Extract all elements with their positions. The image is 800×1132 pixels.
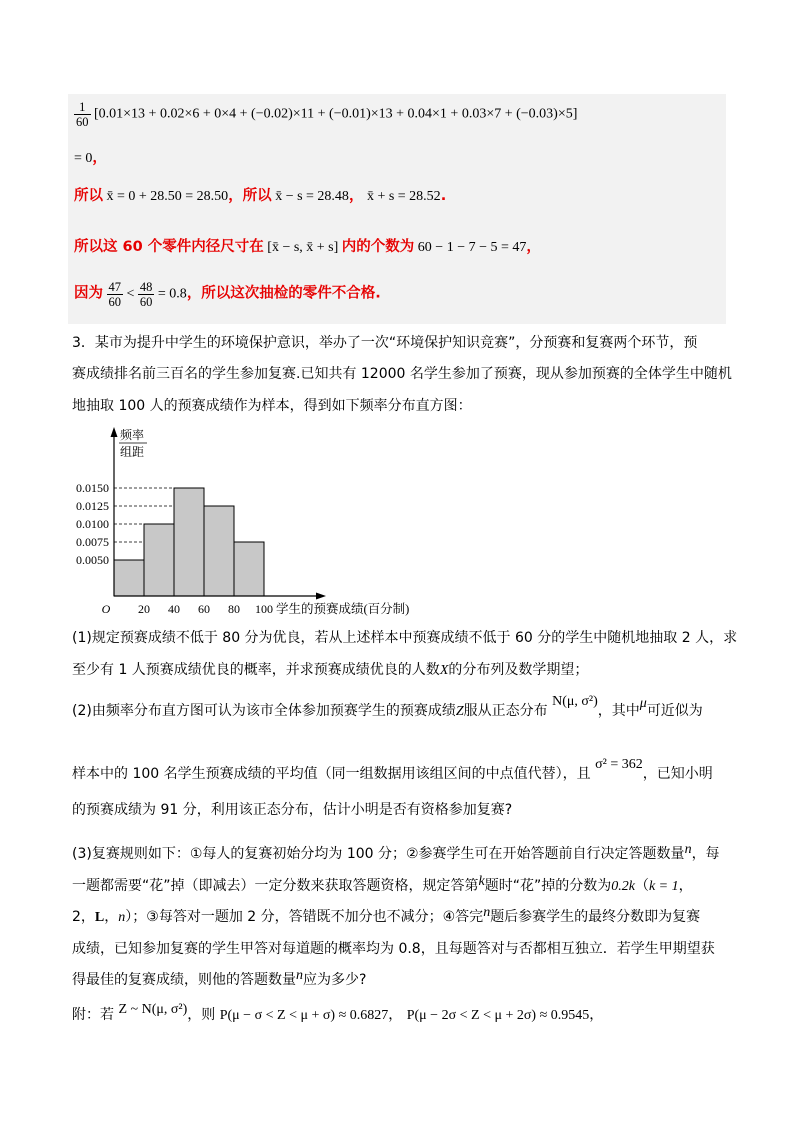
question-2-line-1: (2)由频率分布直方图可认为该市全体参加预赛学生的预赛成绩Z服从正态分布 N(μ, σ²)，其中μ可近似为	[72, 694, 703, 719]
y-axis-label-numerator: 频率	[120, 428, 145, 442]
solution-line-mean: 所以 x̄ = 0 + 28.50 = 28.50，所以 x̄ − s = 28.48， x̄ + s = 28.52.	[74, 188, 447, 204]
fraction-47-60: $\frac{47}{60}$	[108, 280, 121, 309]
y-tick-label-4: 0.0150	[76, 481, 109, 495]
question-3-line-3: 2，L，n）；③每答对一题加 2 分，答错既不加分也不减分；④答完n题后参赛学生的最终分数即为复赛	[72, 905, 701, 925]
appendix-line: 附：若 Z ~ N(μ, σ²)，则 P(μ − σ < Z < μ + σ) ≈ 0.6827， P(μ − 2σ < Z < μ + 2σ) ≈ 0.9545，	[72, 1002, 604, 1023]
question-2-line-3: 的预赛成绩为 91 分，利用该正态分布，估计小明是否有资格参加复赛?	[72, 802, 513, 818]
question-3-line-1: (3)复赛规则如下：①每人的复赛初始分均为 100 分；②参赛学生可在开始答题前自行决定答题数量n，每	[72, 842, 720, 862]
chart-layer	[76, 427, 409, 616]
fraction-one-sixtieth: $\frac{1}{60}$	[76, 100, 89, 129]
question-3-line-2: 一题都需要“花”掉（即减去）一定分数来获取答题资格，规定答第k题时“花”掉的分数为0.2k（k = 1，	[72, 874, 693, 894]
solution-line-zero: = 0，	[74, 150, 107, 166]
sum-expression: [0.01×13 + 0.02×6 + 0×4 + (−0.02)×11 + (−0.01)×13 + 0.04×1 + 0.03×7 + (−0.03)×5]	[94, 106, 578, 122]
x-tick-label-3: 60	[198, 602, 210, 616]
problem-intro-line-2: 赛成绩排名前三百名的学生参加复赛.已知共有 12000 名学生参加了预赛，现从参加预赛的全体学生中随机	[72, 366, 732, 382]
x-tick-label-0: O	[101, 602, 111, 616]
histogram-bar-0	[114, 560, 144, 596]
histogram-bar-4	[234, 542, 264, 596]
question-3-line-5: 得最佳的复赛成绩，则他的答题数量n应为多少?	[72, 968, 367, 988]
x-tick-label-5: 100	[255, 602, 273, 616]
y-tick-label-3: 0.0125	[76, 499, 109, 513]
fraction-48-60: $\frac{48}{60}$	[139, 280, 153, 309]
question-1-line-2: 至少有 1 人预赛成绩优良的概率，并求预赛成绩优良的人数X的分布列及数学期望；	[72, 662, 589, 678]
solution-line-sum	[74, 100, 577, 129]
histogram-bar-3	[204, 506, 234, 596]
frequency-histogram	[60, 420, 460, 620]
question-1-line-1: (1)规定预赛成绩不低于 80 分为优良，若从上述样本中预赛成绩不低于 60 分的学生中随机地抽取 2 人，求	[72, 630, 738, 646]
x-axis-arrow	[316, 593, 326, 600]
x-tick-label-4: 80	[228, 602, 240, 616]
problem-intro-line-3: 地抽取 100 人的预赛成绩作为样本，得到如下频率分布直方图：	[72, 398, 472, 414]
problem-intro-line-1: 3．某市为提升中学生的环境保护意识，举办了一次“环境保护知识竞赛”，分预赛和复赛两个环节，预	[72, 335, 698, 351]
x-tick-label-2: 40	[168, 602, 180, 616]
y-axis-arrow	[111, 427, 118, 437]
histogram-bar-1	[144, 524, 174, 596]
histogram-bar-2	[174, 488, 204, 596]
y-tick-label-1: 0.0075	[76, 535, 109, 549]
x-tick-label-1: 20	[138, 602, 150, 616]
y-tick-label-0: 0.0050	[76, 553, 109, 567]
y-axis-label-denominator: 组距	[120, 445, 145, 459]
y-tick-label-2: 0.0100	[76, 517, 109, 531]
x-axis-label: 学生的预赛成绩(百分制)	[276, 602, 410, 616]
question-3-line-4: 成绩，已知参加复赛的学生甲答对每道题的概率均为 0.8，且每题答对与否都相互独立．若学生甲期望获	[72, 941, 715, 957]
question-2-line-2: 样本中的 100 名学生预赛成绩的平均值（同一组数据用该组区间的中点值代替），且 σ² = 362，已知小明	[72, 757, 713, 782]
solution-line-conclusion: 因为 $\frac{47}{60}$ < $\frac{48}{60}$ = 0.8，所以这次抽检的零件不合格.	[74, 280, 381, 309]
solution-line-count: 所以这 60 个零件内径尺寸在 [x̄ − s, x̄ + s] 内的个数为 60 − 1 − 7 − 5 = 47，	[74, 239, 541, 255]
